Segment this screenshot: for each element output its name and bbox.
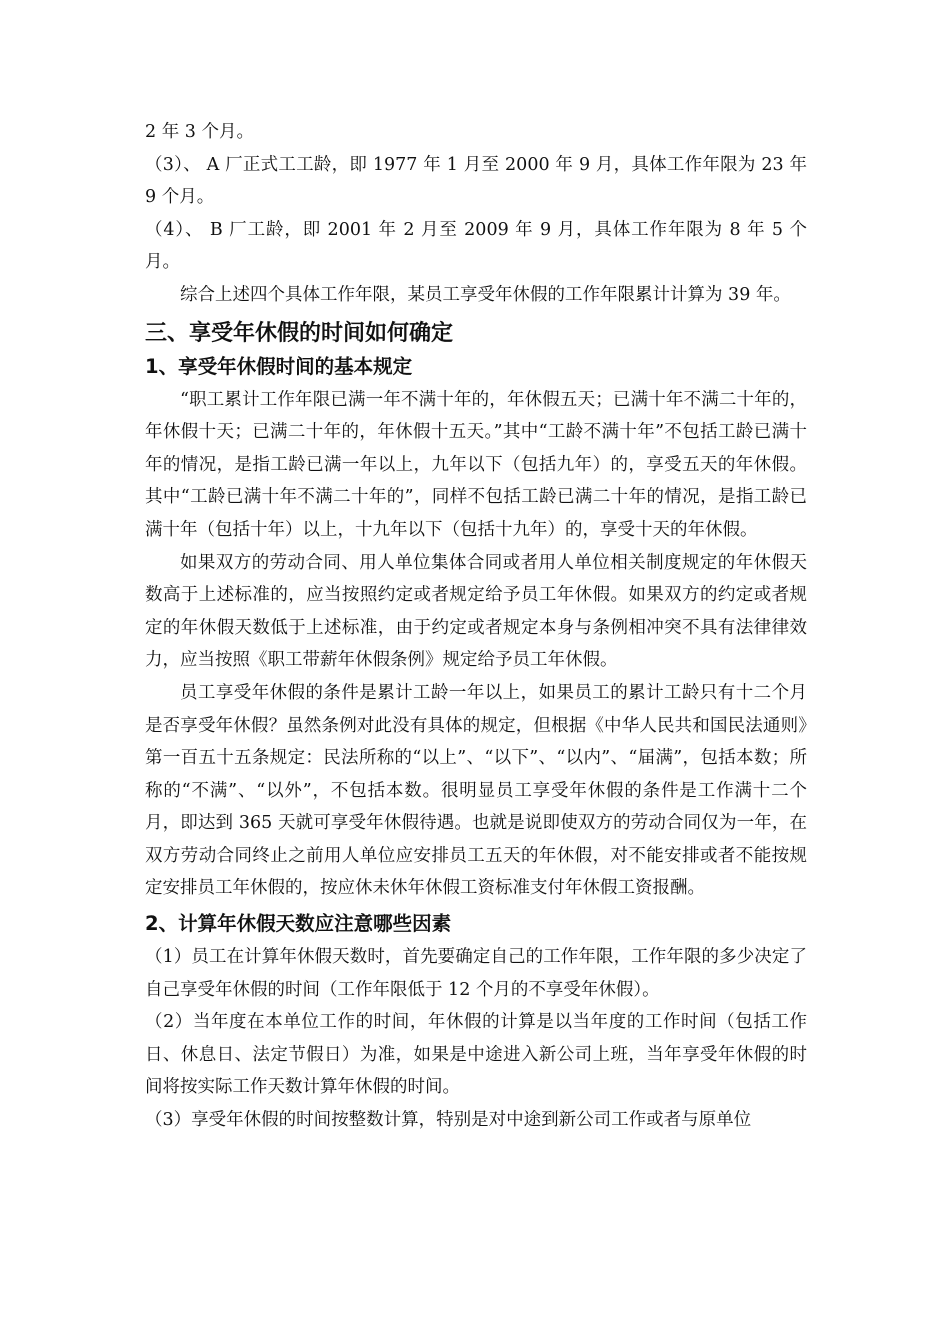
paragraph-factory-a-seniority: （3）、 A 厂正式工工龄，即 1977 年 1 月至 2000 年 9 月，具体工作年限为 23 年 9 个月。 xyxy=(145,154,807,208)
paragraph-total-work-years: 综合上述四个具体工作年限，某员工享受年休假的工作年限累计计算为 39 年。 xyxy=(180,284,791,305)
paragraph-leave-days-rules: “职工累计工作年限已满一年不满十年的，年休假五天；已满十年不满二十年的，年休假十天；已满二十年的，年休假十五天。”其中“工龄不满十年”不包括工龄已满十年的情况，是指工龄已满一年以上，九年以下（包括九年）的，享受五天的年休假。其中“工龄已满十年不满二十年的”，同样不包括工龄已满二十年的情况，是指工龄已满十年（包括十年）以上，十九年以下（包括十九年）的，享受十天的年休假。 xyxy=(145,389,807,540)
paragraph-factor-two: （2）当年度在本单位工作的时间，年休假的计算是以当年度的工作时间（包括工作日、休息日、法定节假日）为准，如果是中途进入新公司上班，当年享受年休假的时间将按实际工作天数计算年休假的时间。 xyxy=(145,1012,807,1098)
paragraph-factor-one: （1）员工在计算年休假天数时，首先要确定自己的工作年限，工作年限的多少决定了自己享受年休假的时间（工作年限低于 12 个月的不享受年休假）。 xyxy=(145,947,807,1000)
section-heading-three: 三、享受年休假的时间如何确定 xyxy=(145,320,454,346)
subsection-heading-calculation-factors: 2、计算年休假天数应注意哪些因素 xyxy=(145,912,452,936)
document-page xyxy=(145,116,807,1137)
paragraph-factory-b-seniority: （4）、 B 厂工龄，即 2001 年 2 月至 2009 年 9 月，具体工作年限为 8 年 5 个月。 xyxy=(145,219,807,273)
paragraph-contract-standards: 如果双方的劳动合同、用人单位集体合同或者用人单位相关制度规定的年休假天数高于上述标准的，应当按照约定或者规定给予员工年休假。如果双方的约定或者规定的年休假天数低于上述标准，由于约定或者规定本身与条例相冲突不具有法律律效力，应当按照《职工带薪年休假条例》规定给予员工年休假。 xyxy=(145,552,807,671)
paragraph-work-years-continued: 2 年 3 个月。 xyxy=(145,122,254,142)
paragraph-twelve-months-condition: 员工享受年休假的条件是累计工龄一年以上，如果员工的累计工龄只有十二个月是否享受年休假？虽然条例对此没有具体的规定，但根据《中华人民共和国民法通则》第一百五十五条规定：民法所称的“以上”、“以下”、“以内”、“届满”，包括本数；所称的“不满”、“以外”，不包括本数。很明显员工享受年休假的条件是工作满十二个月，即达到 365 天就可享受年休假待遇。也就是说即使双方的劳动合同仅为一年，在双方劳动合同终止之前用人单位应安排员工五天的年休假，对不能安排或者不能按规定安排员工年休假的，按应休未休年休假工资标准支付年休假工资报酬。 xyxy=(145,682,807,899)
paragraph-factor-three: （3）享受年休假的时间按整数计算，特别是对中途到新公司工作或者与原单位 xyxy=(145,1110,752,1131)
subsection-heading-basic-rules: 1、享受年休假时间的基本规定 xyxy=(145,354,413,378)
